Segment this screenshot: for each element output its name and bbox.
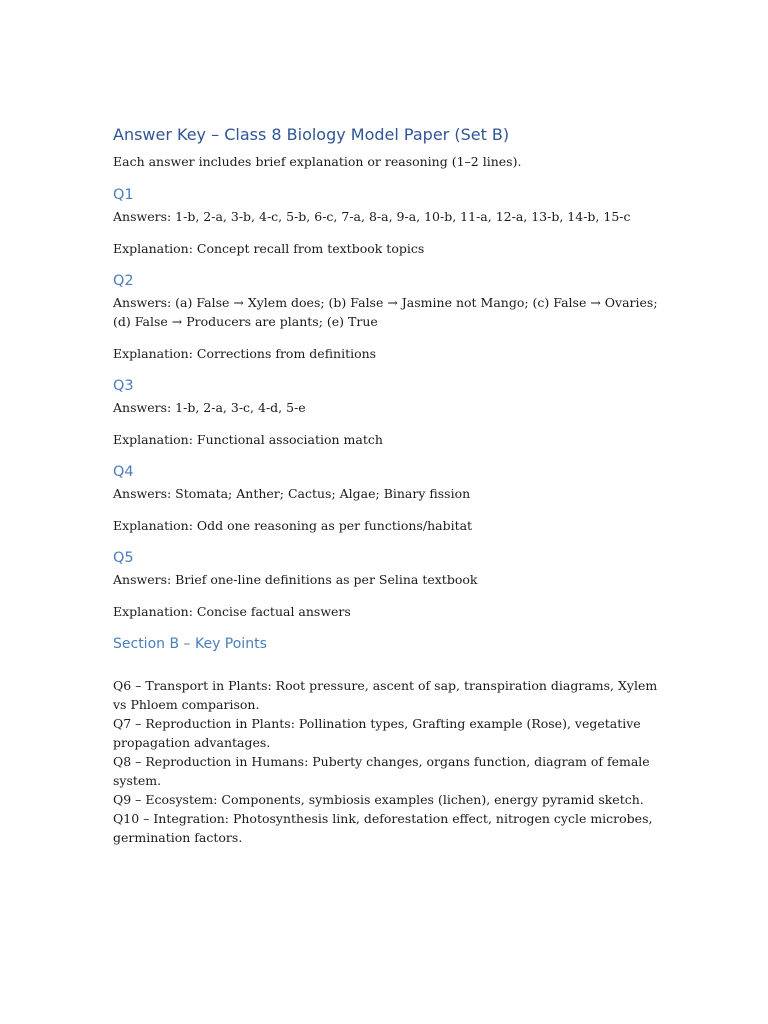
question-block-q5 [113, 548, 673, 621]
answers-text: Answers: (a) False → Xylem does; (b) False → Jasmine not Mango; (c) False → Ovaries; (d) False → Producers are plants; (e) True [113, 295, 658, 329]
answers-text: Answers: 1-b, 2-a, 3-c, 4-d, 5-e [113, 400, 306, 415]
key-point: Q6 – Transport in Plants: Root pressure, ascent of sap, transpiration diagrams, Xylem vs Phloem comparison. [113, 678, 658, 712]
question-block-q1 [113, 185, 673, 258]
section-b [113, 634, 673, 847]
question-block-q4 [113, 462, 673, 535]
question-block-q2 [113, 271, 673, 363]
question-heading: Q4 [113, 464, 134, 480]
page-subtitle: Each answer includes brief explanation or reasoning (1–2 lines). [113, 154, 522, 169]
question-heading: Q5 [113, 550, 134, 566]
answers-text: Answers: 1-b, 2-a, 3-b, 4-c, 5-b, 6-c, 7-a, 8-a, 9-a, 10-b, 11-a, 12-a, 13-b, 14-b, 15-c [113, 209, 631, 224]
key-point: Q9 – Ecosystem: Components, symbiosis examples (lichen), energy pyramid sketch. [113, 792, 644, 807]
key-point: Q10 – Integration: Photosynthesis link, deforestation effect, nitrogen cycle microbes, germination factors. [113, 811, 653, 845]
question-heading: Q3 [113, 378, 134, 394]
question-heading: Q2 [113, 273, 134, 289]
answers-text: Answers: Brief one-line definitions as per Selina textbook [113, 572, 478, 587]
explanation-text: Explanation: Odd one reasoning as per functions/habitat [113, 518, 473, 533]
explanation-text: Explanation: Functional association match [113, 432, 383, 447]
question-block-q3 [113, 376, 673, 449]
answers-text: Answers: Stomata; Anther; Cactus; Algae; Binary fission [113, 486, 471, 501]
document-page [113, 124, 673, 847]
page-title: Answer Key – Class 8 Biology Model Paper (Set B) [113, 125, 510, 144]
explanation-text: Explanation: Concise factual answers [113, 604, 351, 619]
question-heading: Q1 [113, 187, 134, 203]
explanation-text: Explanation: Concept recall from textbook topics [113, 241, 425, 256]
explanation-text: Explanation: Corrections from definitions [113, 346, 377, 361]
section-b-heading: Section B – Key Points [113, 636, 267, 652]
key-point: Q7 – Reproduction in Plants: Pollination types, Grafting example (Rose), vegetative propagation advantages. [113, 716, 641, 750]
key-point: Q8 – Reproduction in Humans: Puberty changes, organs function, diagram of female system. [113, 754, 650, 788]
